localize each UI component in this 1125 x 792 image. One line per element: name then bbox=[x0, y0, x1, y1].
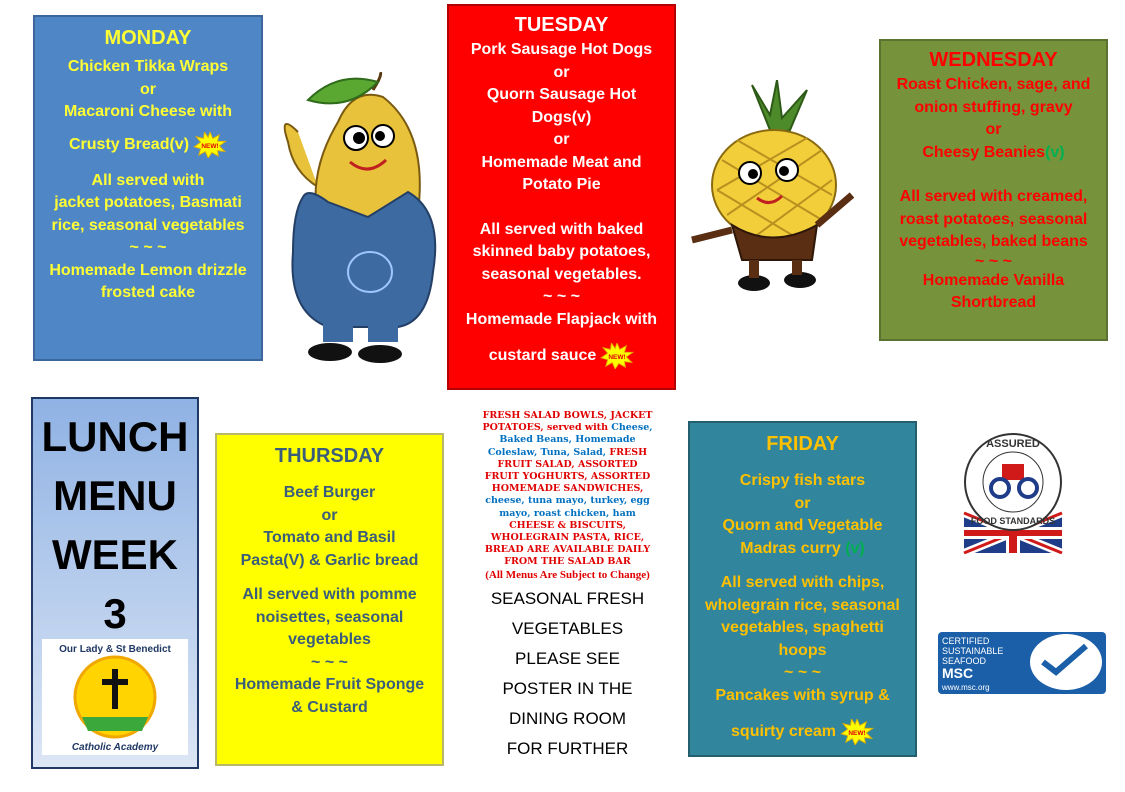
wednesday-sides: roast potatoes, seasonal bbox=[899, 210, 1088, 228]
new-badge-text: NEW! bbox=[201, 142, 219, 150]
monday-sides: jacket potatoes, Basmati bbox=[54, 194, 242, 211]
msc-url: www.msc.org bbox=[942, 683, 990, 692]
tuesday-line: or bbox=[553, 63, 570, 81]
wednesday-line bbox=[881, 142, 1106, 165]
monday-sides: All served with bbox=[91, 171, 205, 189]
wednesday-sides: All served with creamed, bbox=[899, 188, 1088, 205]
tuesday-line: Homemade Meat and bbox=[481, 153, 642, 171]
vegetables-note: FOR FURTHER bbox=[506, 738, 629, 758]
monday-divider: ~ ~ ~ bbox=[129, 239, 167, 256]
friday-line: or bbox=[794, 494, 811, 512]
school-name: Our Lady & St Benedict bbox=[59, 644, 171, 655]
thursday-line: Beef Burger bbox=[283, 484, 376, 501]
monday-panel bbox=[33, 15, 263, 361]
school-type: Catholic Academy bbox=[71, 742, 159, 753]
wednesday-line: onion stuffing, gravy bbox=[914, 98, 1073, 116]
monday-line-text: Crusty Bread(v) bbox=[68, 135, 190, 153]
thursday-title: THURSDAY bbox=[274, 445, 385, 467]
tuesday-divider: ~ ~ ~ bbox=[543, 288, 580, 305]
friday-dessert bbox=[690, 719, 915, 745]
salad-bar-info: FRESH FRUIT SALAD, ASSORTED FRUIT YOGHURTS, ASSORTED HOMEMADE SANDWICHES, bbox=[484, 446, 651, 495]
assured-text: ASSURED bbox=[986, 438, 1040, 450]
monday-line: Chicken Tikka Wraps bbox=[67, 58, 229, 75]
daily-options-text bbox=[480, 410, 655, 772]
monday-line: Macaroni Cheese with bbox=[63, 103, 233, 120]
tuesday-dessert bbox=[449, 343, 674, 369]
wednesday-line: Roast Chicken, sage, and bbox=[896, 76, 1091, 93]
thursday-dessert: Homemade Fruit Sponge bbox=[234, 676, 425, 693]
assured-food-standards-logo bbox=[962, 428, 1064, 554]
thursday-line: Pasta(V) & Garlic bread bbox=[240, 551, 419, 569]
wednesday-line: or bbox=[985, 121, 1002, 138]
monday-line bbox=[35, 132, 261, 158]
subject-to-change-note: (All Menus Are Subject to Change) bbox=[485, 568, 650, 581]
friday-line: Quorn and Vegetable bbox=[722, 517, 883, 534]
vegetables-note: VEGETABLES bbox=[511, 618, 624, 638]
thursday-dessert: & Custard bbox=[291, 698, 368, 716]
new-badge-text: NEW! bbox=[848, 729, 866, 737]
vegetables-note: SEASONAL FRESH bbox=[490, 588, 645, 608]
pear-mascot-icon bbox=[268, 72, 446, 364]
new-badge-text: NEW! bbox=[608, 353, 626, 361]
tuesday-sides: seasonal vegetables. bbox=[481, 265, 642, 283]
friday-line bbox=[690, 538, 915, 561]
wednesday-dessert: Homemade Vanilla bbox=[922, 271, 1065, 289]
tuesday-line: Dogs(v) bbox=[531, 108, 592, 126]
monday-dessert: Homemade Lemon drizzle bbox=[49, 261, 247, 279]
friday-sides: vegetables, spaghetti bbox=[721, 619, 884, 636]
tuesday-line: or bbox=[553, 131, 570, 148]
friday-dessert: Pancakes with syrup & bbox=[715, 686, 890, 704]
food-standards-text: FOOD STANDARDS bbox=[970, 516, 1056, 526]
wednesday-divider: ~ ~ ~ bbox=[975, 252, 1012, 270]
thursday-line: Tomato and Basil bbox=[263, 529, 396, 546]
tuesday-sides: skinned baby potatoes, bbox=[472, 243, 651, 260]
wednesday-title: WEDNESDAY bbox=[929, 49, 1058, 71]
thursday-sides: All served with pomme bbox=[242, 586, 417, 603]
monday-line: or bbox=[140, 80, 156, 98]
pineapple-mascot-icon bbox=[682, 80, 862, 295]
salad-bar-info: FRESH SALAD BOWLS, JACKET POTATOES, served with bbox=[482, 410, 653, 434]
tuesday-line: Potato Pie bbox=[522, 176, 601, 193]
lunch-heading: WEEK bbox=[52, 531, 178, 578]
thursday-line: or bbox=[321, 506, 338, 524]
friday-line: Crispy fish stars bbox=[739, 472, 866, 489]
thursday-divider: ~ ~ ~ bbox=[311, 653, 348, 671]
thursday-panel bbox=[215, 433, 444, 766]
monday-dessert: frosted cake bbox=[100, 284, 196, 301]
tuesday-line: Quorn Sausage Hot bbox=[486, 86, 637, 103]
tuesday-dessert-text: custard sauce bbox=[488, 347, 597, 365]
friday-line-text: Madras curry bbox=[740, 539, 841, 557]
tuesday-title: TUESDAY bbox=[514, 14, 609, 36]
wednesday-panel bbox=[879, 39, 1108, 341]
wednesday-dessert: Shortbread bbox=[950, 294, 1037, 311]
friday-title: FRIDAY bbox=[766, 433, 839, 455]
friday-sides: All served with chips, bbox=[720, 574, 885, 591]
friday-sides: wholegrain rice, seasonal bbox=[705, 596, 900, 614]
tuesday-line: Pork Sausage Hot Dogs bbox=[470, 41, 653, 58]
vegetarian-mark: (v) bbox=[845, 539, 865, 557]
salad-bar-info: CHEESE & BISCUITS, WHOLEGRAIN PASTA, RICE, BREAD ARE AVAILABLE DAILY FROM THE SALAD BAR bbox=[484, 519, 651, 568]
week-number: 3 bbox=[103, 590, 127, 637]
salad-bar-fillings: Cheese, Baked Beans, Homemade Coleslaw, Tuna, Salad, bbox=[487, 422, 653, 458]
msc-line: SEAFOOD bbox=[942, 656, 987, 666]
monday-sides: rice, seasonal vegetables bbox=[51, 216, 245, 234]
vegetables-note: PLEASE SEE bbox=[515, 648, 620, 668]
wednesday-line-text: Cheesy Beanies bbox=[922, 143, 1046, 161]
tuesday-panel bbox=[447, 4, 676, 390]
tuesday-sides: All served with baked bbox=[479, 220, 644, 238]
msc-line: CERTIFIED bbox=[942, 636, 990, 646]
thursday-sides: noisettes, seasonal bbox=[255, 608, 404, 626]
new-badge-icon bbox=[840, 719, 874, 745]
friday-dessert-text: squirty cream bbox=[731, 723, 836, 741]
lunch-heading: LUNCH bbox=[41, 413, 189, 460]
monday-title: MONDAY bbox=[104, 27, 192, 49]
tuesday-dessert: Homemade Flapjack with bbox=[465, 310, 658, 328]
msc-line: SUSTAINABLE bbox=[942, 646, 1004, 656]
vegetarian-mark: (v) bbox=[1045, 143, 1065, 161]
lunch-heading: MENU bbox=[53, 472, 177, 519]
friday-divider: ~ ~ ~ bbox=[784, 664, 821, 681]
sandwich-fillings: cheese, tuna mayo, turkey, egg mayo, roast chicken, ham bbox=[485, 495, 650, 519]
friday-sides: hoops bbox=[778, 641, 827, 659]
friday-panel bbox=[688, 421, 917, 757]
thursday-sides: vegetables bbox=[288, 631, 371, 648]
school-logo bbox=[42, 639, 188, 755]
vegetables-note: DINING ROOM bbox=[508, 708, 627, 728]
lunch-menu-panel bbox=[31, 397, 199, 769]
msc-logo bbox=[938, 632, 1110, 696]
vegetables-note: POSTER IN THE bbox=[502, 678, 633, 698]
wednesday-sides: vegetables, baked beans bbox=[899, 233, 1088, 250]
msc-acronym: MSC bbox=[942, 665, 974, 681]
new-badge-icon bbox=[193, 132, 227, 158]
new-badge-icon bbox=[600, 343, 634, 369]
